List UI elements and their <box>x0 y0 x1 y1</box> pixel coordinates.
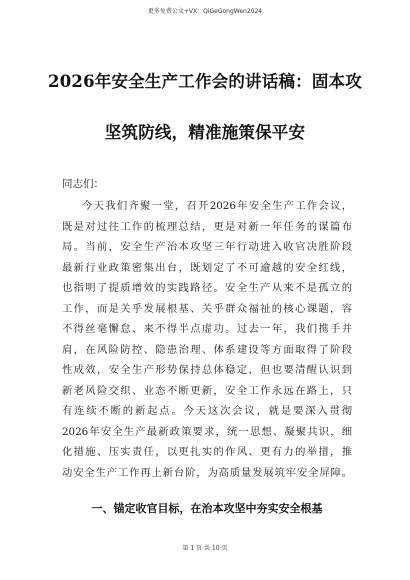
body-line: 既是对过往工作的梳理总结，更是对新一年任务的谋篇布 <box>62 220 352 233</box>
body-line: 也指明了提质增效的实践路径。安全生产从来不是孤立的 <box>62 282 352 294</box>
salutation: 同志们： <box>62 178 104 190</box>
body-line: 工作，而是关乎发展根基、关乎群众福祉的核心课题，容 <box>62 302 352 315</box>
body-line: 肩，在风险防控、隐患治理、体系建设等方面取得了阶段 <box>62 343 352 356</box>
header-note: 更多免费公文+VX：QiGeGongWen2024 <box>147 8 263 15</box>
document-title-line-1: 2026年安全生产工作会的讲话稿：固本攻 <box>48 72 362 91</box>
body-paragraph <box>62 196 352 483</box>
body-line: 今天我们齐聚一堂，召开2026年安全生产工作会议， <box>82 200 352 212</box>
body-line: 动安全生产工作再上新台阶，为高质量发展筑牢安全屏障。 <box>62 466 352 479</box>
body-line: 局。当前，安全生产治本攻坚三年行动进入收官决胜阶段 <box>62 241 352 253</box>
section-heading: 一、锚定收官目标，在治本攻坚中夯实安全根基 <box>91 502 323 515</box>
body-line: 最新行业政策密集出台，既划定了不可逾越的安全红线， <box>62 261 352 274</box>
document-title-line-2: 坚筑防线，精准施策保平安 <box>104 123 306 142</box>
body-line: 有连续不断的新起点。今天这次会议，就是要深入贯彻 <box>62 405 352 417</box>
body-line: 2026年安全生产最新政策要求，统一思想、凝聚共识，细 <box>62 425 352 438</box>
page-number-footer: 第 1 页 共 10 页 <box>182 545 228 552</box>
body-line: 化措施、压实责任，以更扎实的作风、更有力的举措，推 <box>62 446 352 458</box>
body-line: 新老风险交织、业态不断更新，安全工作永远在路上，只 <box>62 384 352 397</box>
body-line: 性成效，安全生产形势保持总体稳定，但也要清醒认识到 <box>62 364 352 376</box>
body-line: 不得丝毫懈怠、来不得半点虚功。过去一年，我们携手并 <box>62 323 352 335</box>
